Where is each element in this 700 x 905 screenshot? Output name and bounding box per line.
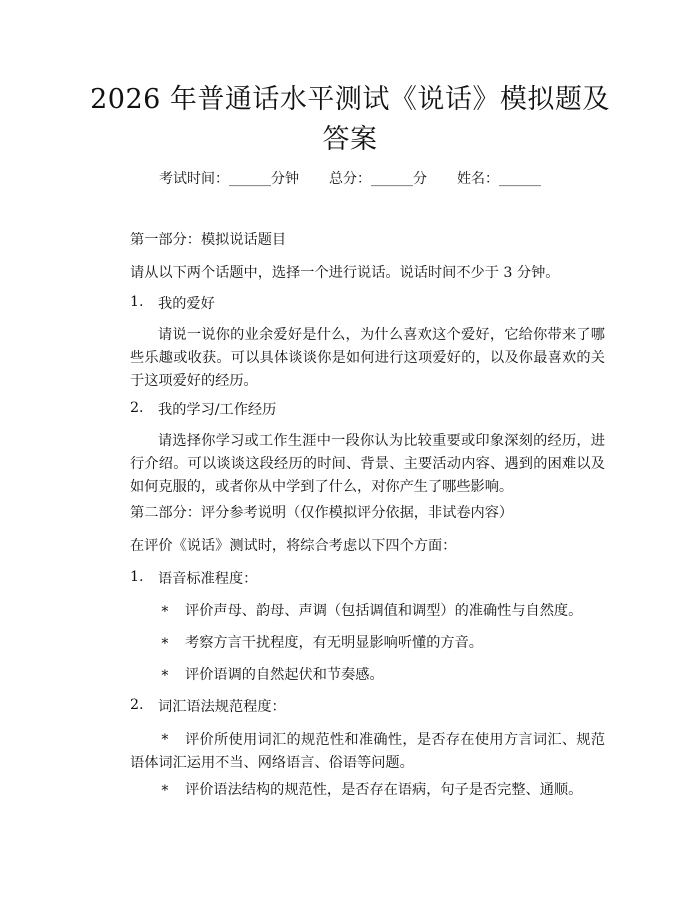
bullet-icon: ∗ (160, 665, 170, 681)
criterion-2-title: 词汇语法规范程度： (158, 699, 286, 715)
criterion-2-point-1: 评价所使用词汇的规范性和准确性，是否存在使用方言词汇、规范语体词汇运用不当、网络语言、俗语等问题。 (130, 732, 605, 771)
total-score-field: 总分：______分 (329, 171, 427, 187)
topic-2-number: 2. (130, 400, 144, 416)
criterion-2-point-2: 评价语法结构的规范性，是否存在语病，句子是否完整、通顺。 (185, 782, 583, 798)
name-field: 姓名：______ (457, 171, 541, 187)
topic-2-body: 请选择你学习或工作生涯中一段你认为比较重要或印象深刻的经历，进行介绍。可以谈谈这段经历的时间、背景、主要活动内容、遇到的困难以及如何克服的，或者你从中学到了什么，对你产生了哪些影响。 (130, 433, 605, 495)
topic-1-body: 请说一说你的业余爱好是什么，为什么喜欢这个爱好，它给你带来了哪些乐趣或收获。可以具体谈谈你是如何进行这项爱好的，以及你最喜欢的关于这项爱好的经历。 (130, 327, 605, 389)
bullet-icon: ∗ (160, 633, 170, 649)
document-title: 2026 年普通话水平测试《说话》模拟题及答案 (90, 84, 610, 155)
exam-info (0, 168, 700, 188)
bullet-icon: ∗ (160, 780, 170, 796)
topic-1-number: 1. (130, 294, 144, 310)
criterion-1-point-3: 评价语调的自然起伏和节奏感。 (185, 667, 384, 683)
part1-heading: 第一部分：模拟说话题目 (130, 232, 287, 248)
part2-intro: 在评价《说话》测试时，将综合考虑以下四个方面： (130, 538, 457, 554)
topic-2-title: 我的学习/工作经历 (158, 402, 277, 418)
topic-1-title: 我的爱好 (158, 296, 215, 312)
criterion-1-point-1: 评价声母、韵母、声调（包括调值和调型）的准确性与自然度。 (185, 603, 583, 619)
bullet-icon: ∗ (160, 729, 170, 745)
part1-instruction: 请从以下两个话题中，选择一个进行说话。说话时间不少于 3 分钟。 (130, 265, 560, 281)
criterion-1-point-2: 考察方言干扰程度，有无明显影响听懂的方音。 (185, 635, 483, 651)
criterion-2-number: 2. (130, 697, 144, 713)
exam-time-field: 考试时间：______分钟 (159, 171, 299, 187)
criterion-1-number: 1. (130, 569, 144, 585)
criterion-1-title: 语音标准程度： (158, 571, 258, 587)
bullet-icon: ∗ (160, 601, 170, 617)
part2-heading: 第二部分：评分参考说明（仅作模拟评分依据，非试卷内容） (130, 505, 514, 521)
